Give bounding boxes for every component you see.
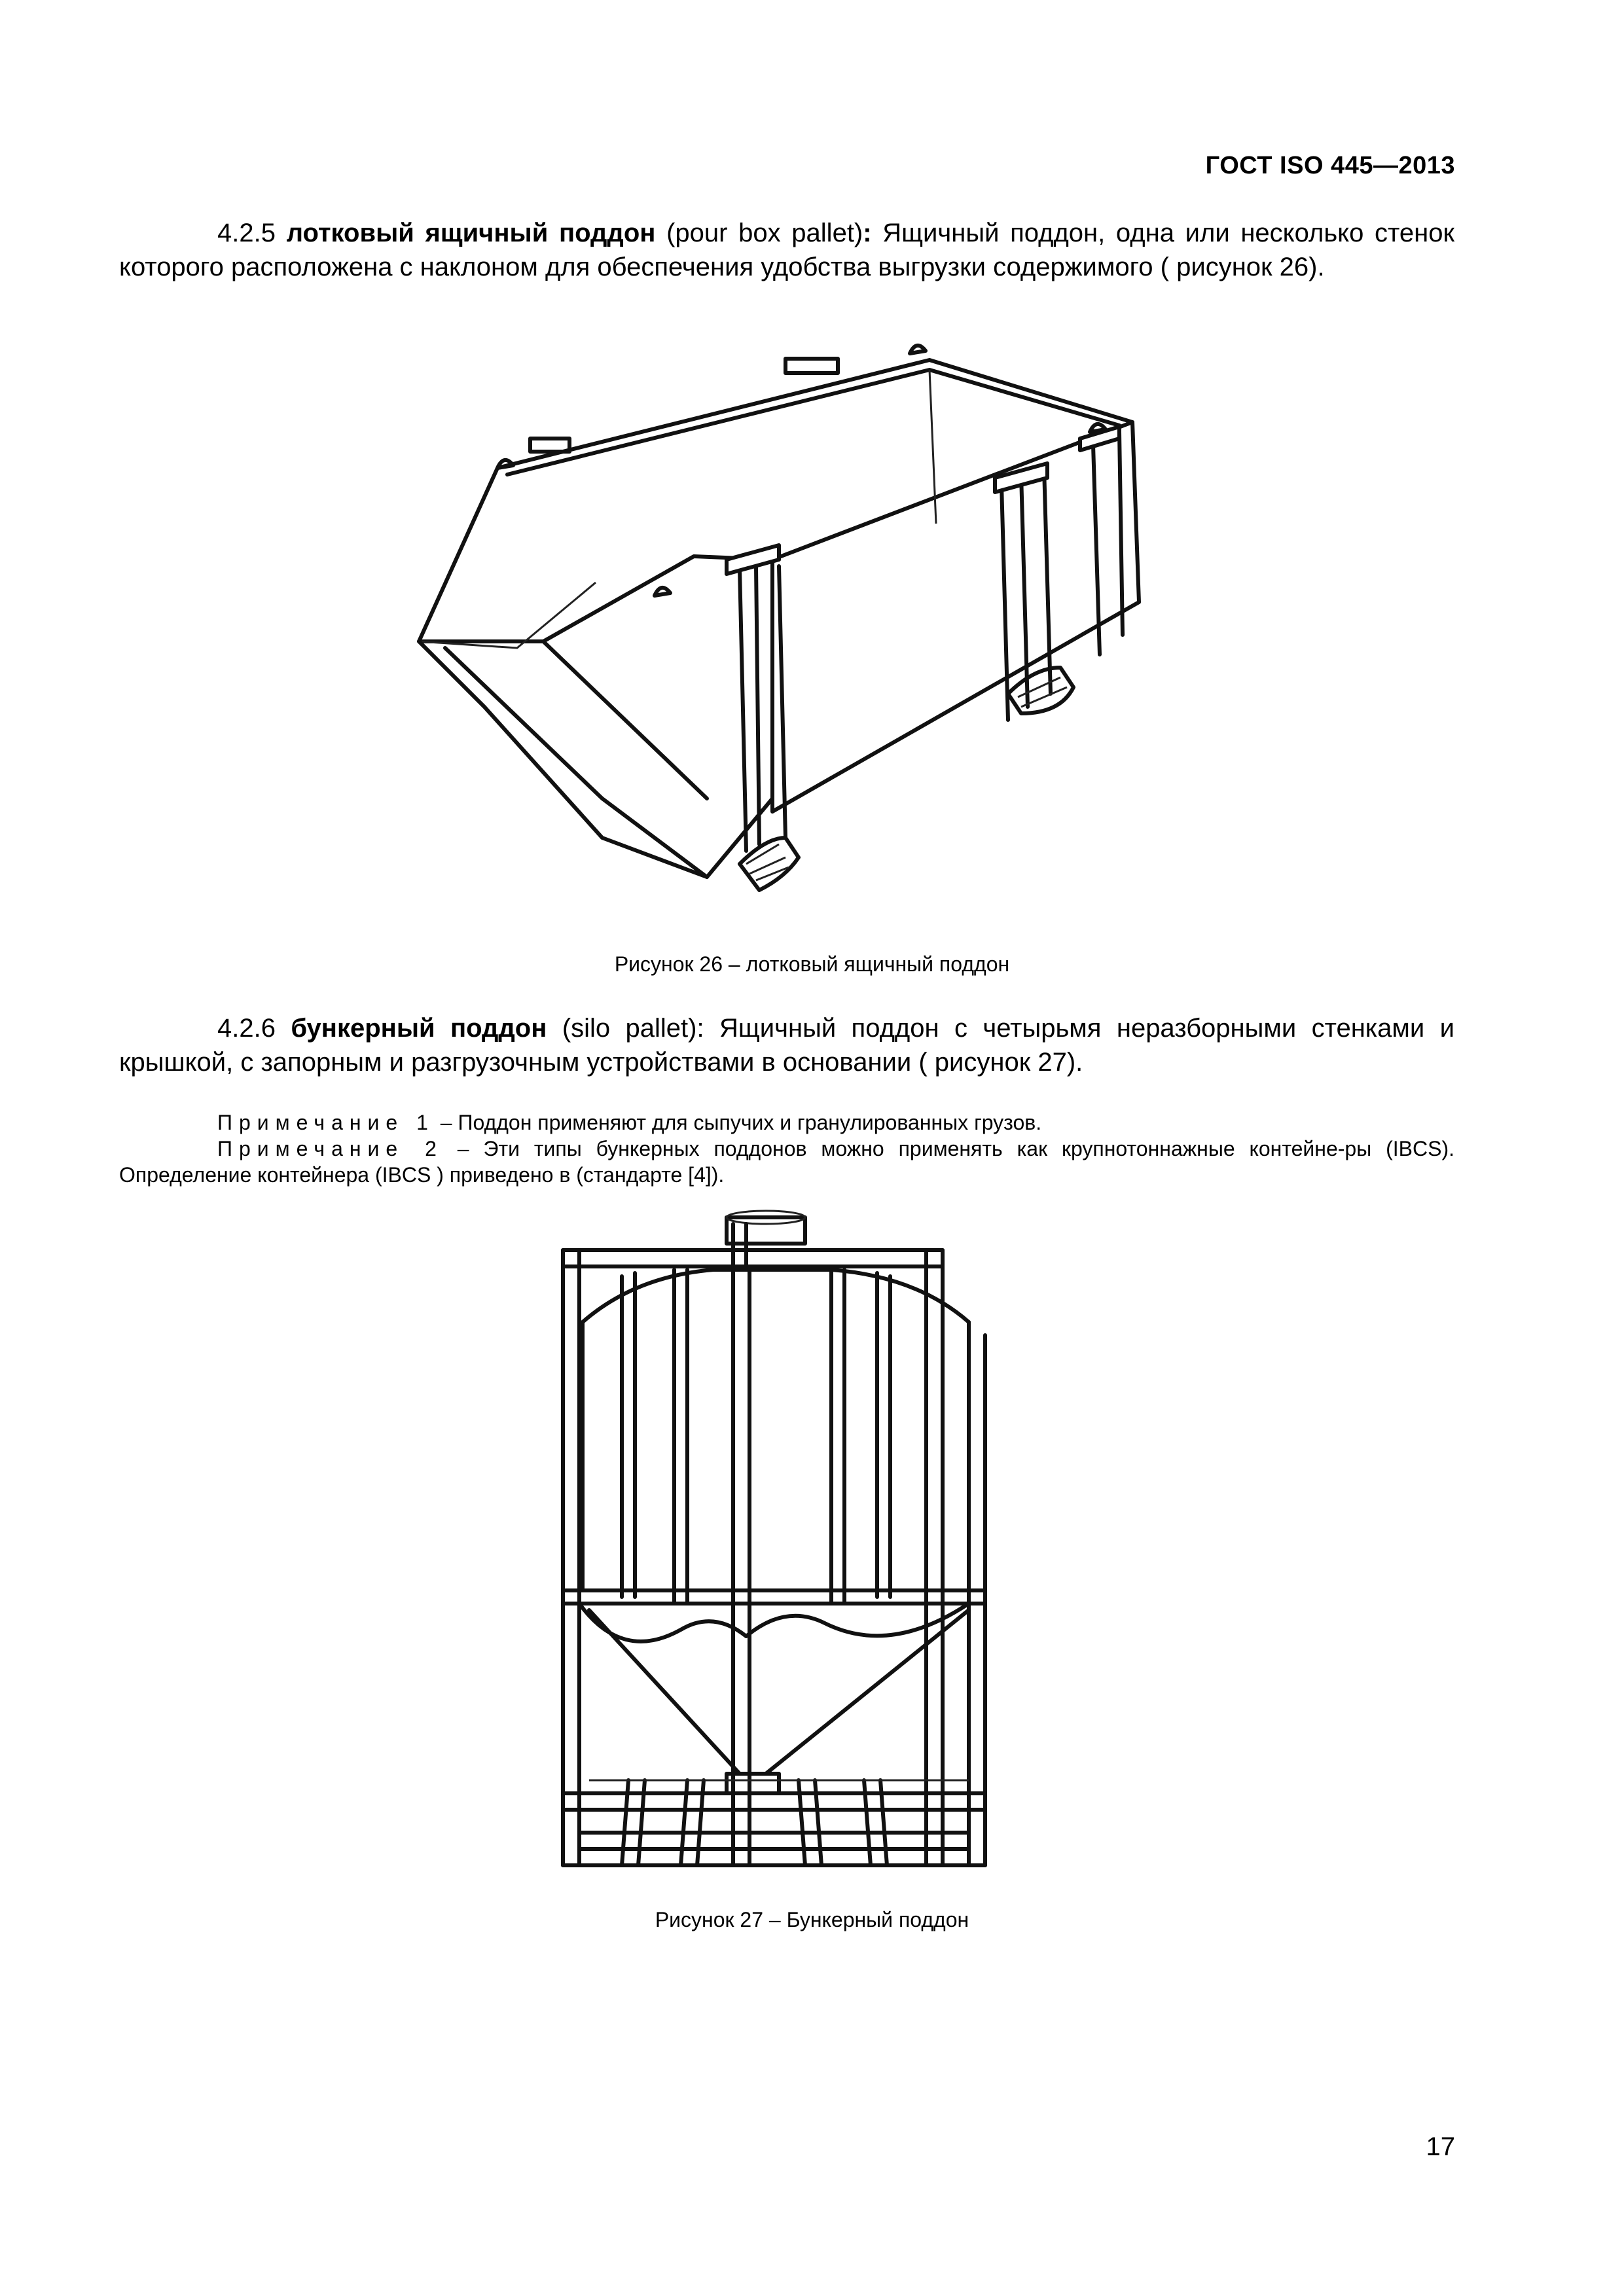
section-4-2-5-paragraph bbox=[119, 216, 1454, 284]
page-number: 17 bbox=[1426, 2132, 1455, 2161]
note-2 bbox=[119, 1136, 1454, 1188]
term-bold: лотковый ящичный поддон bbox=[286, 219, 656, 247]
section-number: 4.2.5 bbox=[217, 219, 276, 247]
note-text: – Эти типы бункерных поддонов можно применять как крупнотоннажные контейне-ры (IBCS). Определение контейнера (IBCS ) приведено в (стандарте [4]). bbox=[119, 1137, 1455, 1187]
skids bbox=[740, 668, 1074, 890]
section-number: 4.2.6 bbox=[217, 1014, 276, 1043]
term-english: (silo pallet) bbox=[562, 1014, 697, 1043]
figure-27-caption: Рисунок 27 – Бункерный поддон bbox=[655, 1908, 969, 1931]
base-grid bbox=[563, 1780, 985, 1865]
definition-text: : Ящичный поддон с четырьмя неразборными стенками и крышкой, с запорным и разгрузочным устройствами в основании ( рисунок 27). bbox=[119, 1014, 1455, 1077]
side-wall bbox=[772, 422, 1139, 812]
term-colon: : bbox=[863, 219, 872, 247]
definition-text: Ящичный поддон, одна или несколько стенок которого расположена с наклоном для обеспечения удобства выгрузки содержимого ( рисунок 26). bbox=[119, 219, 1454, 281]
note-label: Примечание 1 bbox=[217, 1111, 435, 1134]
section-4-2-6-paragraph bbox=[119, 1011, 1454, 1079]
mid-belt bbox=[563, 1590, 985, 1604]
figure-27-silo-pallet-drawing bbox=[550, 1204, 1021, 1885]
sloped-wall bbox=[419, 641, 772, 877]
hopper-cone bbox=[579, 1604, 969, 1641]
note-1 bbox=[119, 1109, 1454, 1136]
document-id-header: ГОСТ ISO 445—2013 bbox=[1205, 152, 1455, 179]
term-english: (pour box pallet) bbox=[666, 219, 863, 247]
top-frame bbox=[563, 1250, 943, 1266]
figure-26-caption: Рисунок 26 – лотковый ящичный поддон bbox=[614, 952, 1010, 976]
term-bold: бункерный поддон bbox=[291, 1014, 547, 1043]
figure-26-pour-box-pallet-drawing bbox=[393, 340, 1178, 923]
note-label: Примечание 2 bbox=[217, 1137, 443, 1160]
tank-dome bbox=[583, 1270, 969, 1322]
note-text: – Поддон применяют для сыпучих и гранулированных грузов. bbox=[434, 1111, 1042, 1134]
